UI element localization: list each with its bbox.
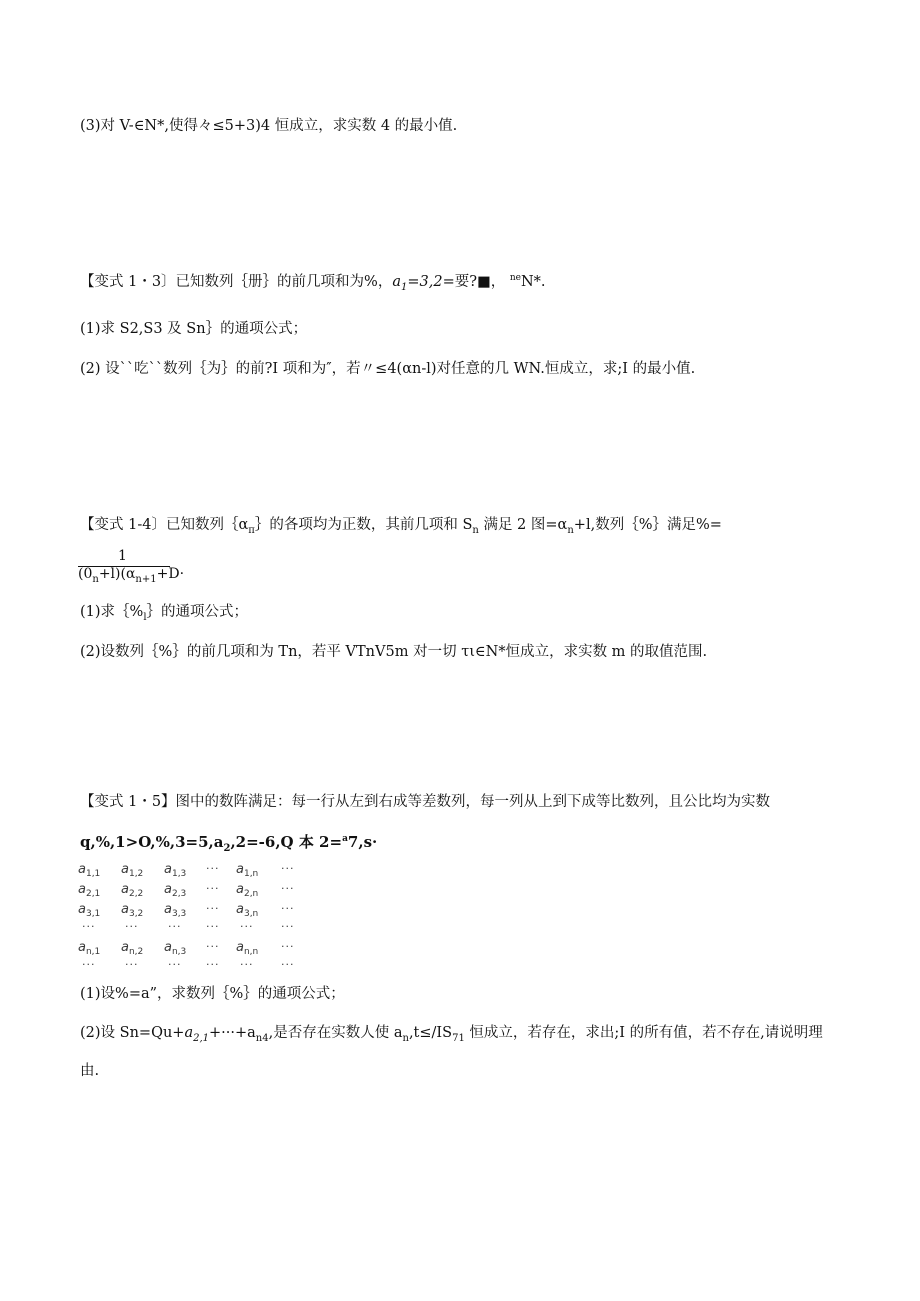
- variant-1-3-sup: ne: [509, 273, 521, 283]
- matrix-cell: $a_{3,2}$: [121, 902, 144, 919]
- matrix-ellipsis: ···: [125, 958, 139, 971]
- matrix-ellipsis: ···: [82, 958, 96, 971]
- matrix-cell: $a_{n,2}$: [121, 940, 144, 957]
- matrix-ellipsis: ···: [168, 958, 182, 971]
- number-matrix: [78, 862, 308, 977]
- matrix-ellipsis: ···: [281, 902, 295, 915]
- matrix-ellipsis: ···: [82, 920, 96, 933]
- variant-1-3-set: N*.: [520, 274, 546, 290]
- matrix-ellipsis: ···: [206, 882, 220, 895]
- p2-e: n4: [255, 1033, 269, 1044]
- variant-1-4-part-1-sub: l: [143, 612, 147, 623]
- matrix-cell: $a_{1,n}$: [236, 862, 259, 879]
- matrix-ellipsis: ···: [206, 862, 220, 875]
- variant-1-3-heading-text: 【变式 1・3〕已知数列｛册｝的前几项和为%，: [80, 274, 393, 290]
- p2-d: +···+a: [209, 1025, 256, 1041]
- matrix-cell: $a_{n,3}$: [164, 940, 187, 957]
- matrix-ellipsis: ···: [281, 862, 295, 875]
- matrix-cell: $a_{n,n}$: [236, 940, 259, 957]
- matrix-cell: $a_{2,n}$: [236, 882, 259, 899]
- p2-b: a: [184, 1025, 194, 1041]
- matrix-cell: $a_{2,3}$: [164, 882, 187, 899]
- p2-i: 71: [452, 1033, 465, 1044]
- matrix-cell: $a_{1,1}$: [78, 862, 101, 879]
- p2-c: 2,1: [193, 1033, 210, 1044]
- matrix-ellipsis: ···: [281, 940, 295, 953]
- variant-1-4-heading-text-2: ｝的各项均为正数，其前几项和 S: [254, 517, 473, 533]
- variant-1-3-eq2: =要?■，: [442, 274, 506, 290]
- fraction-denominator: [78, 566, 185, 585]
- matrix-ellipsis: ···: [281, 958, 295, 971]
- variant-1-5-part-2-cont: 由.: [80, 1063, 100, 1079]
- variant-1-3-part-2: (2) 设``吃``数列｛为｝的前?I 项和为″，若〃≤4(αn-l)对任意的几 WN.恒成立，求;I 的最小值.: [80, 361, 696, 377]
- fraction-den-d: n+1: [135, 574, 157, 585]
- matrix-ellipsis: ···: [206, 920, 220, 933]
- fraction-den-e: +D·: [156, 566, 185, 582]
- matrix-cell: $a_{2,2}$: [121, 882, 144, 899]
- matrix-ellipsis: ···: [281, 920, 295, 933]
- matrix-ellipsis: ···: [240, 920, 254, 933]
- problem-3-line: (3)对 V-∈N*,使得々≤5+3)4 恒成立，求实数 4 的最小值.: [80, 118, 458, 134]
- p2-a: (2)设 Sn=Qu+: [80, 1025, 185, 1041]
- p2-j: 恒成立，若存在，求出;I 的所有值，若不存在,请说明理: [464, 1025, 823, 1041]
- variant-1-3-heading: [80, 273, 546, 293]
- variant-1-3-a: a: [392, 274, 401, 290]
- matrix-cell: $a_{1,2}$: [121, 862, 144, 879]
- cond-e: 7,s·: [347, 833, 378, 851]
- fraction-den-a: (0: [78, 566, 93, 582]
- p2-g: n: [402, 1033, 409, 1044]
- cond-a: q,%,1>O,%,3=5,a: [80, 833, 224, 851]
- variant-1-3-part-1: (1)求 S2,S3 及 Sn｝的通项公式；: [80, 321, 308, 337]
- fraction-den-c: +l)(α: [98, 566, 136, 582]
- fraction-den-b: n: [92, 574, 99, 585]
- variant-1-4-part-2: (2)设数列｛%｝的前几项和为 Tn，若平 VTnV5m 对一切 τι∈N*恒成立，求实数 m 的取值范围.: [80, 644, 708, 660]
- variant-1-5-part-1: (1)设%=a”，求数列｛%｝的通项公式；: [80, 986, 345, 1002]
- variant-1-4-sub-alpha: n: [567, 525, 574, 536]
- matrix-ellipsis: ···: [206, 940, 220, 953]
- variant-1-3-a-sub: 1: [401, 282, 408, 293]
- matrix-cell: $a_{2,1}$: [78, 882, 101, 899]
- cond-b: 2: [223, 843, 231, 854]
- matrix-ellipsis: ···: [281, 882, 295, 895]
- matrix-ellipsis: ···: [125, 920, 139, 933]
- variant-1-4-sub-s: n: [472, 525, 479, 536]
- cond-c: ,2=-6,Q 本 2=: [230, 833, 343, 851]
- variant-1-4-sub-a: π: [248, 525, 255, 536]
- matrix-cell: $a_{3,3}$: [164, 902, 187, 919]
- variant-1-5-heading: 【变式 1・5】图中的数阵满足：每一行从左到右成等差数列，每一列从上到下成等比数列，且公比均为实数: [80, 794, 771, 810]
- p2-f: ,是否存在实数人使 a: [268, 1025, 403, 1041]
- variant-1-4-heading: [80, 516, 722, 536]
- variant-1-5-conditions: [80, 833, 377, 854]
- matrix-cell: $a_{3,1}$: [78, 902, 101, 919]
- fraction-numerator: 1: [118, 548, 127, 564]
- matrix-cell: $a_{n,1}$: [78, 940, 101, 957]
- matrix-cell: $a_{1,3}$: [164, 862, 187, 879]
- variant-1-4-part-1-text: (1)求｛%: [80, 604, 144, 620]
- matrix-cell: $a_{3,n}$: [236, 902, 259, 919]
- cond-d: a: [342, 834, 348, 844]
- matrix-ellipsis: ···: [206, 958, 220, 971]
- matrix-ellipsis: ···: [168, 920, 182, 933]
- variant-1-5-part-2: [80, 1024, 823, 1044]
- variant-1-3-eq: =3,2: [407, 274, 443, 290]
- variant-1-4-heading-text-4: +l,数列｛%｝满足%=: [573, 517, 722, 533]
- p2-h: ,t≤/IS: [408, 1025, 453, 1041]
- variant-1-4-heading-text: 【变式 1-4〕已知数列｛α: [80, 517, 249, 533]
- matrix-ellipsis: ···: [206, 902, 220, 915]
- variant-1-4-part-1: [80, 603, 248, 623]
- variant-1-4-heading-text-3: 满足 2 图=α: [478, 517, 568, 533]
- matrix-ellipsis: ···: [240, 958, 254, 971]
- variant-1-4-part-1-end: ｝的通项公式；: [146, 604, 249, 620]
